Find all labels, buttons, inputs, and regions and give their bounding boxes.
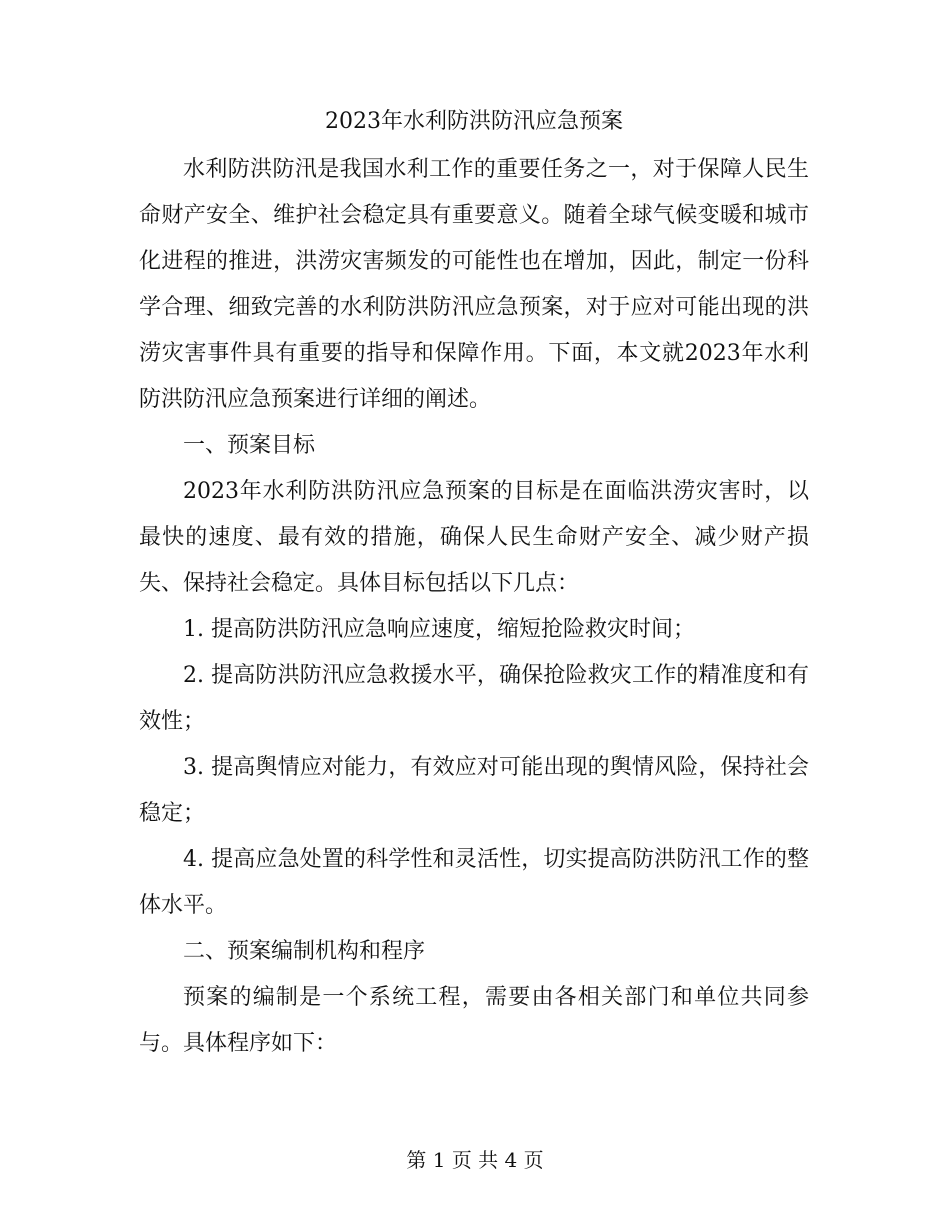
document-title: 2023年水利防洪防汛应急预案 [325,109,623,134]
list-item-goal-2: 2. 提高防洪防汛应急救援水平，确保抢险救灾工作的精准度和有效性； [139,663,809,734]
section-heading-goals: 一、预案目标 [183,433,316,458]
list-item-goal-4: 4. 提高应急处置的科学性和灵活性，切实提高防洪防汛工作的整体水平。 [139,847,809,918]
paragraph-procedure: 预案的编制是一个系统工程，需要由各相关部门和单位共同参与。具体程序如下： [139,985,809,1056]
list-item-goal-3: 3. 提高舆情应对能力，有效应对可能出现的舆情风险，保持社会稳定； [139,755,809,826]
paragraph-goals: 2023年水利防洪防汛应急预案的目标是在面临洪涝灾害时，以最快的速度、最有效的措施，确保人民生命财产安全、减少财产损失、保持社会稳定。具体目标包括以下几点： [139,479,809,596]
document-body [139,105,809,1067]
paragraph-intro: 水利防洪防汛是我国水利工作的重要任务之一，对于保障人民生命财产安全、维护社会稳定具有重要意义。随着全球气候变暖和城市化进程的推进，洪涝灾害频发的可能性也在增加，因此，制定一份科学合理、细致完善的水利防洪防汛应急预案，对于应对可能出现的洪涝灾害事件具有重要的指导和保障作用。下面，本文就2023年水利防洪防汛应急预案进行详细的阐述。 [139,157,809,412]
section-heading-organization: 二、预案编制机构和程序 [183,939,426,964]
list-item-goal-1: 1. 提高防洪防汛应急响应速度，缩短抢险救灾时间； [183,617,695,642]
page-number: 第 1 页 共 4 页 [406,1148,544,1172]
